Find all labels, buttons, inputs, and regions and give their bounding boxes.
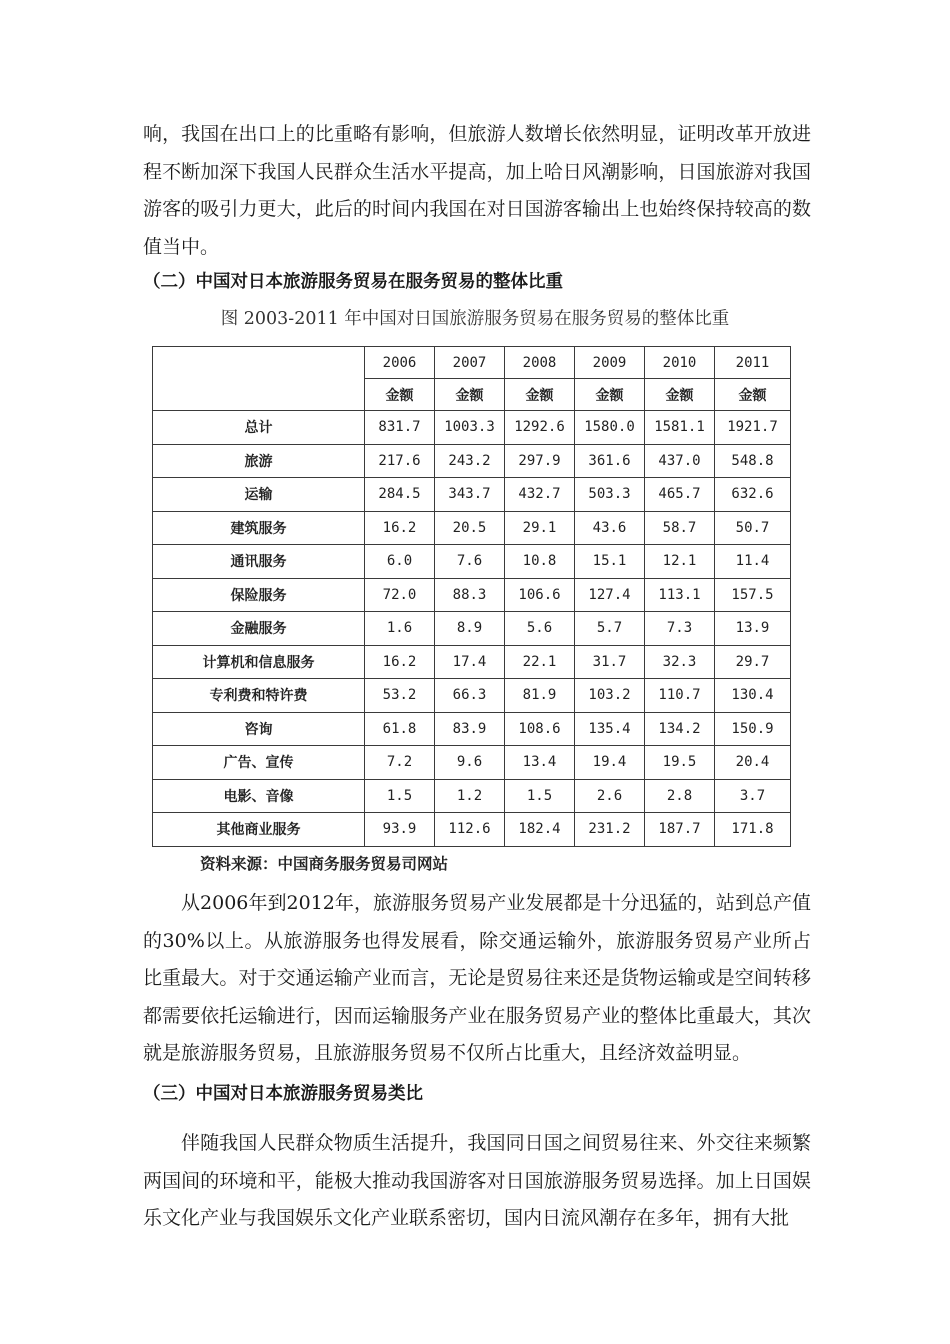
value-cell: 72.0 [365,578,435,612]
value-cell: 1003.3 [435,411,505,445]
value-cell: 7.2 [365,746,435,780]
value-cell: 13.9 [715,612,791,646]
table-row [153,679,791,713]
row-label-cell: 建筑服务 [153,511,365,545]
value-cell: 58.7 [645,511,715,545]
value-cell: 43.6 [575,511,645,545]
year-header-cell: 2010 [645,347,715,379]
section-heading: （二）中国对日本旅游服务贸易在服务贸易的整体比重 [143,272,563,292]
value-cell: 53.2 [365,679,435,713]
value-cell: 6.0 [365,545,435,579]
value-cell: 12.1 [645,545,715,579]
unit-header-cell: 金额 [505,379,575,411]
table-row [153,746,791,780]
value-cell: 127.4 [575,578,645,612]
value-cell: 1.6 [365,612,435,646]
year-header-cell: 2011 [715,347,791,379]
value-cell: 465.7 [645,478,715,512]
value-cell: 831.7 [365,411,435,445]
row-label-cell: 电影、音像 [153,779,365,813]
data-table [152,346,791,847]
value-cell: 217.6 [365,444,435,478]
body-paragraph: 伴随我国人民群众物质生活提升，我国同日国之间贸易往来、外交往来频繁两国间的环境和平，能极大推动我国游客对日国旅游服务贸易选择。加上日国娱乐文化产业与我国娱乐文化产业联系密切，国内日流风潮存在多年，拥有大批 [143,1132,811,1229]
row-label-cell: 专利费和特许费 [153,679,365,713]
value-cell: 103.2 [575,679,645,713]
value-cell: 83.9 [435,712,505,746]
year-header-cell: 2008 [505,347,575,379]
value-cell: 13.4 [505,746,575,780]
table-row [153,545,791,579]
year-header-cell: 2009 [575,347,645,379]
value-cell: 7.3 [645,612,715,646]
table-header-row [153,347,791,379]
value-cell: 134.2 [645,712,715,746]
value-cell: 2.8 [645,779,715,813]
value-cell: 150.9 [715,712,791,746]
unit-header-cell: 金额 [575,379,645,411]
row-label-cell: 咨询 [153,712,365,746]
year-header-cell: 2006 [365,347,435,379]
row-label-cell: 运输 [153,478,365,512]
value-cell: 50.7 [715,511,791,545]
body-paragraph: 从2006年到2012年，旅游服务贸易产业发展都是十分迅猛的，站到总产值的30%以上。从旅游服务也得发展看，除交通运输外，旅游服务贸易产业所占比重最大。对于交通运输产业而言，无论是贸易往来还是货物运输或是空间转移都需要依托运输进行，因而运输服务产业在服务贸易产业的整体比重最大，其次就是旅游服务贸易，且旅游服务贸易不仅所占比重大，且经济效益明显。 [143,892,811,1064]
unit-header-cell: 金额 [365,379,435,411]
value-cell: 66.3 [435,679,505,713]
value-cell: 1921.7 [715,411,791,445]
value-cell: 113.1 [645,578,715,612]
value-cell: 503.3 [575,478,645,512]
value-cell: 17.4 [435,645,505,679]
value-cell: 437.0 [645,444,715,478]
value-cell: 5.7 [575,612,645,646]
value-cell: 1.2 [435,779,505,813]
row-label-cell: 旅游 [153,444,365,478]
value-cell: 2.6 [575,779,645,813]
value-cell: 3.7 [715,779,791,813]
value-cell: 284.5 [365,478,435,512]
unit-header-cell: 金额 [645,379,715,411]
value-cell: 110.7 [645,679,715,713]
value-cell: 106.6 [505,578,575,612]
value-cell: 108.6 [505,712,575,746]
value-cell: 231.2 [575,813,645,847]
table-row [153,578,791,612]
value-cell: 182.4 [505,813,575,847]
value-cell: 548.8 [715,444,791,478]
value-cell: 29.1 [505,511,575,545]
figure-table [152,346,794,880]
value-cell: 5.6 [505,612,575,646]
value-cell: 32.3 [645,645,715,679]
value-cell: 361.6 [575,444,645,478]
value-cell: 93.9 [365,813,435,847]
value-cell: 171.8 [715,813,791,847]
row-label-cell: 其他商业服务 [153,813,365,847]
row-label-cell: 计算机和信息服务 [153,645,365,679]
value-cell: 10.8 [505,545,575,579]
value-cell: 19.5 [645,746,715,780]
value-cell: 157.5 [715,578,791,612]
value-cell: 81.9 [505,679,575,713]
value-cell: 7.6 [435,545,505,579]
value-cell: 632.6 [715,478,791,512]
body-paragraph: 响，我国在出口上的比重略有影响，但旅游人数增长依然明显，证明改革开放进程不断加深下我国人民群众生活水平提高，加上哈日风潮影响，日国旅游对我国游客的吸引力更大，此后的时间内我国在对日国游客输出上也始终保持较高的数值当中。 [143,123,811,258]
value-cell: 61.8 [365,712,435,746]
figure-caption: 图 2003-2011 年中国对日国旅游服务贸易在服务贸易的整体比重 [220,309,730,329]
value-cell: 187.7 [645,813,715,847]
row-label-cell: 总计 [153,411,365,445]
figure-source: 资料来源：中国商务服务贸易司网站 [200,855,449,873]
value-cell: 19.4 [575,746,645,780]
table-row [153,645,791,679]
value-cell: 16.2 [365,511,435,545]
row-label-cell: 通讯服务 [153,545,365,579]
value-cell: 112.6 [435,813,505,847]
value-cell: 31.7 [575,645,645,679]
value-cell: 1581.1 [645,411,715,445]
table-row [153,779,791,813]
value-cell: 11.4 [715,545,791,579]
table-row [153,813,791,847]
table-corner-cell [153,347,365,411]
table-row [153,444,791,478]
table-row [153,712,791,746]
value-cell: 1.5 [505,779,575,813]
value-cell: 343.7 [435,478,505,512]
value-cell: 432.7 [505,478,575,512]
value-cell: 88.3 [435,578,505,612]
value-cell: 1292.6 [505,411,575,445]
value-cell: 1.5 [365,779,435,813]
row-label-cell: 金融服务 [153,612,365,646]
section-heading: （三）中国对日本旅游服务贸易类比 [143,1084,423,1104]
value-cell: 135.4 [575,712,645,746]
value-cell: 8.9 [435,612,505,646]
value-cell: 16.2 [365,645,435,679]
value-cell: 20.4 [715,746,791,780]
year-header-cell: 2007 [435,347,505,379]
value-cell: 15.1 [575,545,645,579]
value-cell: 20.5 [435,511,505,545]
value-cell: 22.1 [505,645,575,679]
table-row [153,478,791,512]
unit-header-cell: 金额 [435,379,505,411]
value-cell: 9.6 [435,746,505,780]
unit-header-cell: 金额 [715,379,791,411]
row-label-cell: 广告、宣传 [153,746,365,780]
value-cell: 1580.0 [575,411,645,445]
table-row [153,511,791,545]
table-row [153,411,791,445]
value-cell: 243.2 [435,444,505,478]
table-row [153,612,791,646]
value-cell: 29.7 [715,645,791,679]
value-cell: 297.9 [505,444,575,478]
value-cell: 130.4 [715,679,791,713]
row-label-cell: 保险服务 [153,578,365,612]
